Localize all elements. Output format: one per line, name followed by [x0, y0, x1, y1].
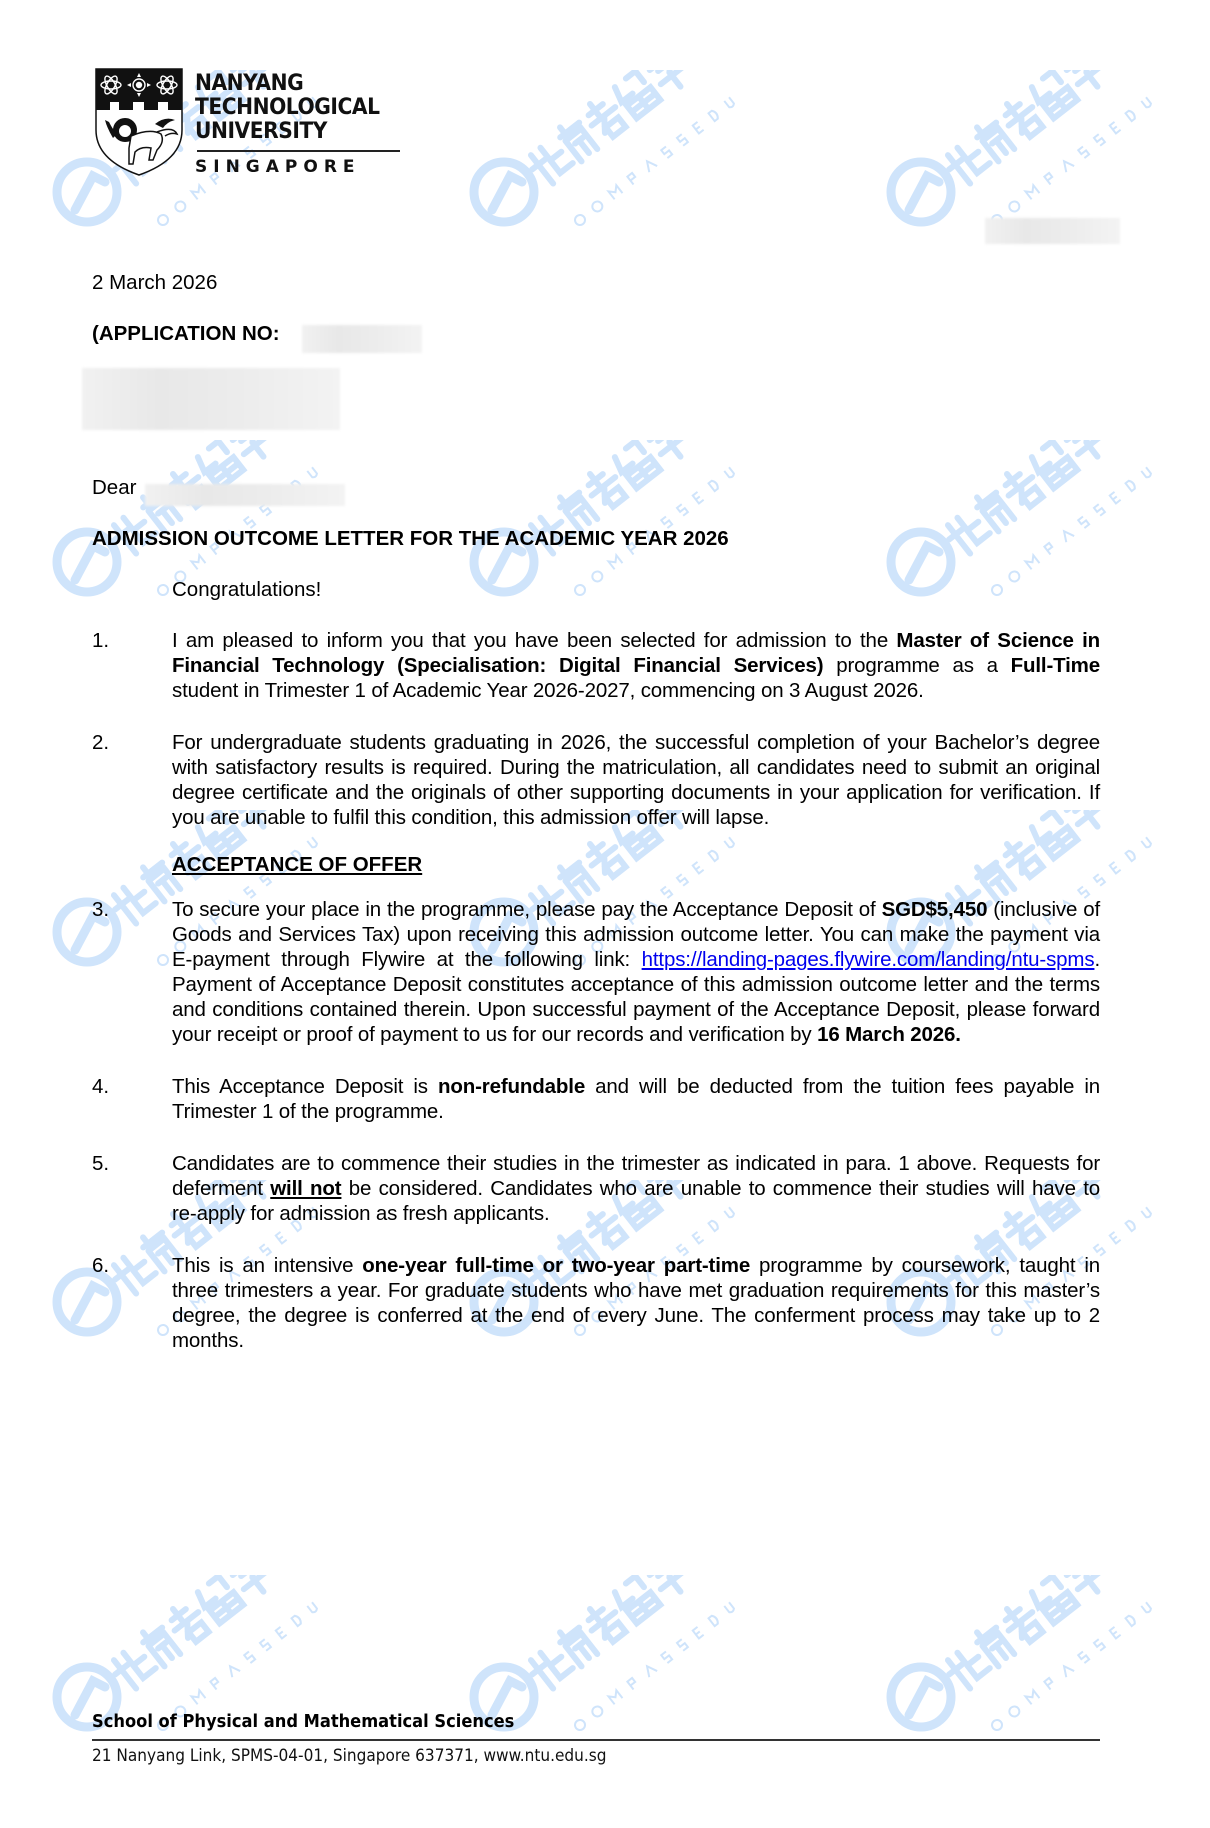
paragraph-text: For undergraduate students graduating in 2026, the successful completion of your Bachelor’s degree with satisfactory results is required. During the matriculation, all candidates need to submit an original degree certificate and the originals of other supporting documents in your application for verification. If you are unable to fulfil this condition, this admission offer will lapse. [172, 731, 1100, 829]
paragraph-text: be considered. Candidates who are unable to commence their studies will have to re-apply for admission as fresh applicants. [172, 1177, 1100, 1225]
wordmark-line-2: TECHNOLOGICAL [195, 95, 380, 120]
university-wordmark [195, 72, 400, 177]
paragraph-text: This is an intensive [172, 1254, 363, 1277]
paragraph-text: (inclusive of Goods and Services Tax) upon receiving this admission outcome letter. You can make the payment via E-payment through Flywire at the following link: [172, 898, 1100, 971]
footer-divider [92, 1739, 1100, 1741]
emphasis-text: SGD$5,450 [881, 898, 988, 921]
salutation: Dear [92, 476, 137, 499]
acceptance-heading: ACCEPTANCE OF OFFER [172, 853, 423, 876]
emphasis-text: Master of Science in Financial Technology (Specialisation: Digital Financial Services) [172, 629, 1101, 677]
acceptance-heading-block [92, 852, 1100, 877]
compassedu-watermark [45, 1575, 345, 1765]
wordmark-line-1: NANYANG [195, 71, 304, 96]
redacted-address [82, 368, 340, 430]
paragraph-text: I am pleased to inform you that you have been selected for admission to the [172, 629, 897, 652]
paragraph-text: This Acceptance Deposit is [172, 1075, 438, 1098]
congratulations-text: Congratulations! [172, 578, 322, 601]
paragraph-6 [172, 1253, 1100, 1353]
paragraph-text: programme by coursework, taught in three trimesters a year. For graduate students who have met graduation requirements for this master’s degree, the degree is conferred at the end of every June. The conferment process may take up to 2 months. [172, 1254, 1100, 1352]
letter-date: 2 March 2026 [92, 271, 218, 294]
wordmark-divider [197, 150, 400, 152]
emphasis-text: will not [270, 1177, 342, 1200]
paragraph-text: Candidates are to commence their studies in the trimester as indicated in para. 1 above. Requests for deferment [172, 1152, 1100, 1200]
numbered-item [92, 1074, 1100, 1124]
paragraph-number: 6. [92, 1254, 110, 1277]
emphasis-text: one-year full-time or two-year part-time [362, 1254, 751, 1277]
footer-address: 21 Nanyang Link, SPMS-04-01, Singapore 637371, www.ntu.edu.sg [92, 1746, 607, 1765]
redacted-recipient-name [145, 484, 345, 506]
compassedu-watermark [462, 1575, 762, 1765]
numbered-item [92, 897, 1100, 1047]
paragraph-3 [172, 897, 1100, 1047]
wordmark-line-3: UNIVERSITY [195, 119, 327, 144]
compassedu-watermark [879, 440, 1179, 630]
paragraph-1 [172, 628, 1100, 703]
emphasis-text: non-refundable [437, 1075, 586, 1098]
redacted-reference [985, 218, 1120, 244]
letter-title: ADMISSION OUTCOME LETTER FOR THE ACADEMIC YEAR 2026 [92, 527, 729, 550]
numbered-item [92, 1253, 1100, 1353]
paragraph-number: 4. [92, 1075, 110, 1098]
paragraph-2 [172, 730, 1100, 830]
paragraph-number: 5. [92, 1152, 110, 1175]
application-number-label: (APPLICATION NO: [92, 322, 280, 345]
compassedu-watermark [462, 70, 762, 260]
paragraph-text: and will be deducted from the tuition fees payable in Trimester 1 of the programme. [172, 1075, 1100, 1123]
paragraph-text: To secure your place in the programme, please pay the Acceptance Deposit of [172, 898, 882, 921]
wordmark-location: SINGAPORE [195, 157, 361, 177]
compassedu-watermark [879, 1575, 1179, 1765]
flywire-payment-link[interactable]: https://landing-pages.flywire.com/landing/ntu-spms [641, 948, 1095, 971]
paragraph-5 [172, 1151, 1100, 1226]
paragraph-text: programme as a [823, 654, 1011, 677]
paragraph-4 [172, 1074, 1100, 1124]
paragraph-text: student in Trimester 1 of Academic Year 2026-2027, commencing on 3 August 2026. [172, 679, 924, 702]
numbered-item [92, 730, 1100, 830]
emphasis-text: 16 March 2026. [817, 1023, 961, 1046]
ntu-shield-icon [95, 68, 183, 176]
paragraph-number: 1. [92, 629, 110, 652]
paragraph-number: 3. [92, 898, 110, 921]
paragraph-number: 2. [92, 731, 110, 754]
numbered-item [92, 628, 1100, 703]
redacted-application-number [302, 325, 422, 353]
footer-school-name: School of Physical and Mathematical Sciences [92, 1712, 515, 1732]
emphasis-text: Full-Time [1010, 654, 1100, 677]
paragraph-text: . Payment of Acceptance Deposit constitutes acceptance of this admission outcome letter and the terms and conditions contained therein. Upon successful payment of the Acceptance Deposit, please forward your receipt or proof of payment to us for our records and verification by [172, 948, 1100, 1046]
letter-body [92, 628, 1100, 1380]
numbered-item [92, 1151, 1100, 1226]
